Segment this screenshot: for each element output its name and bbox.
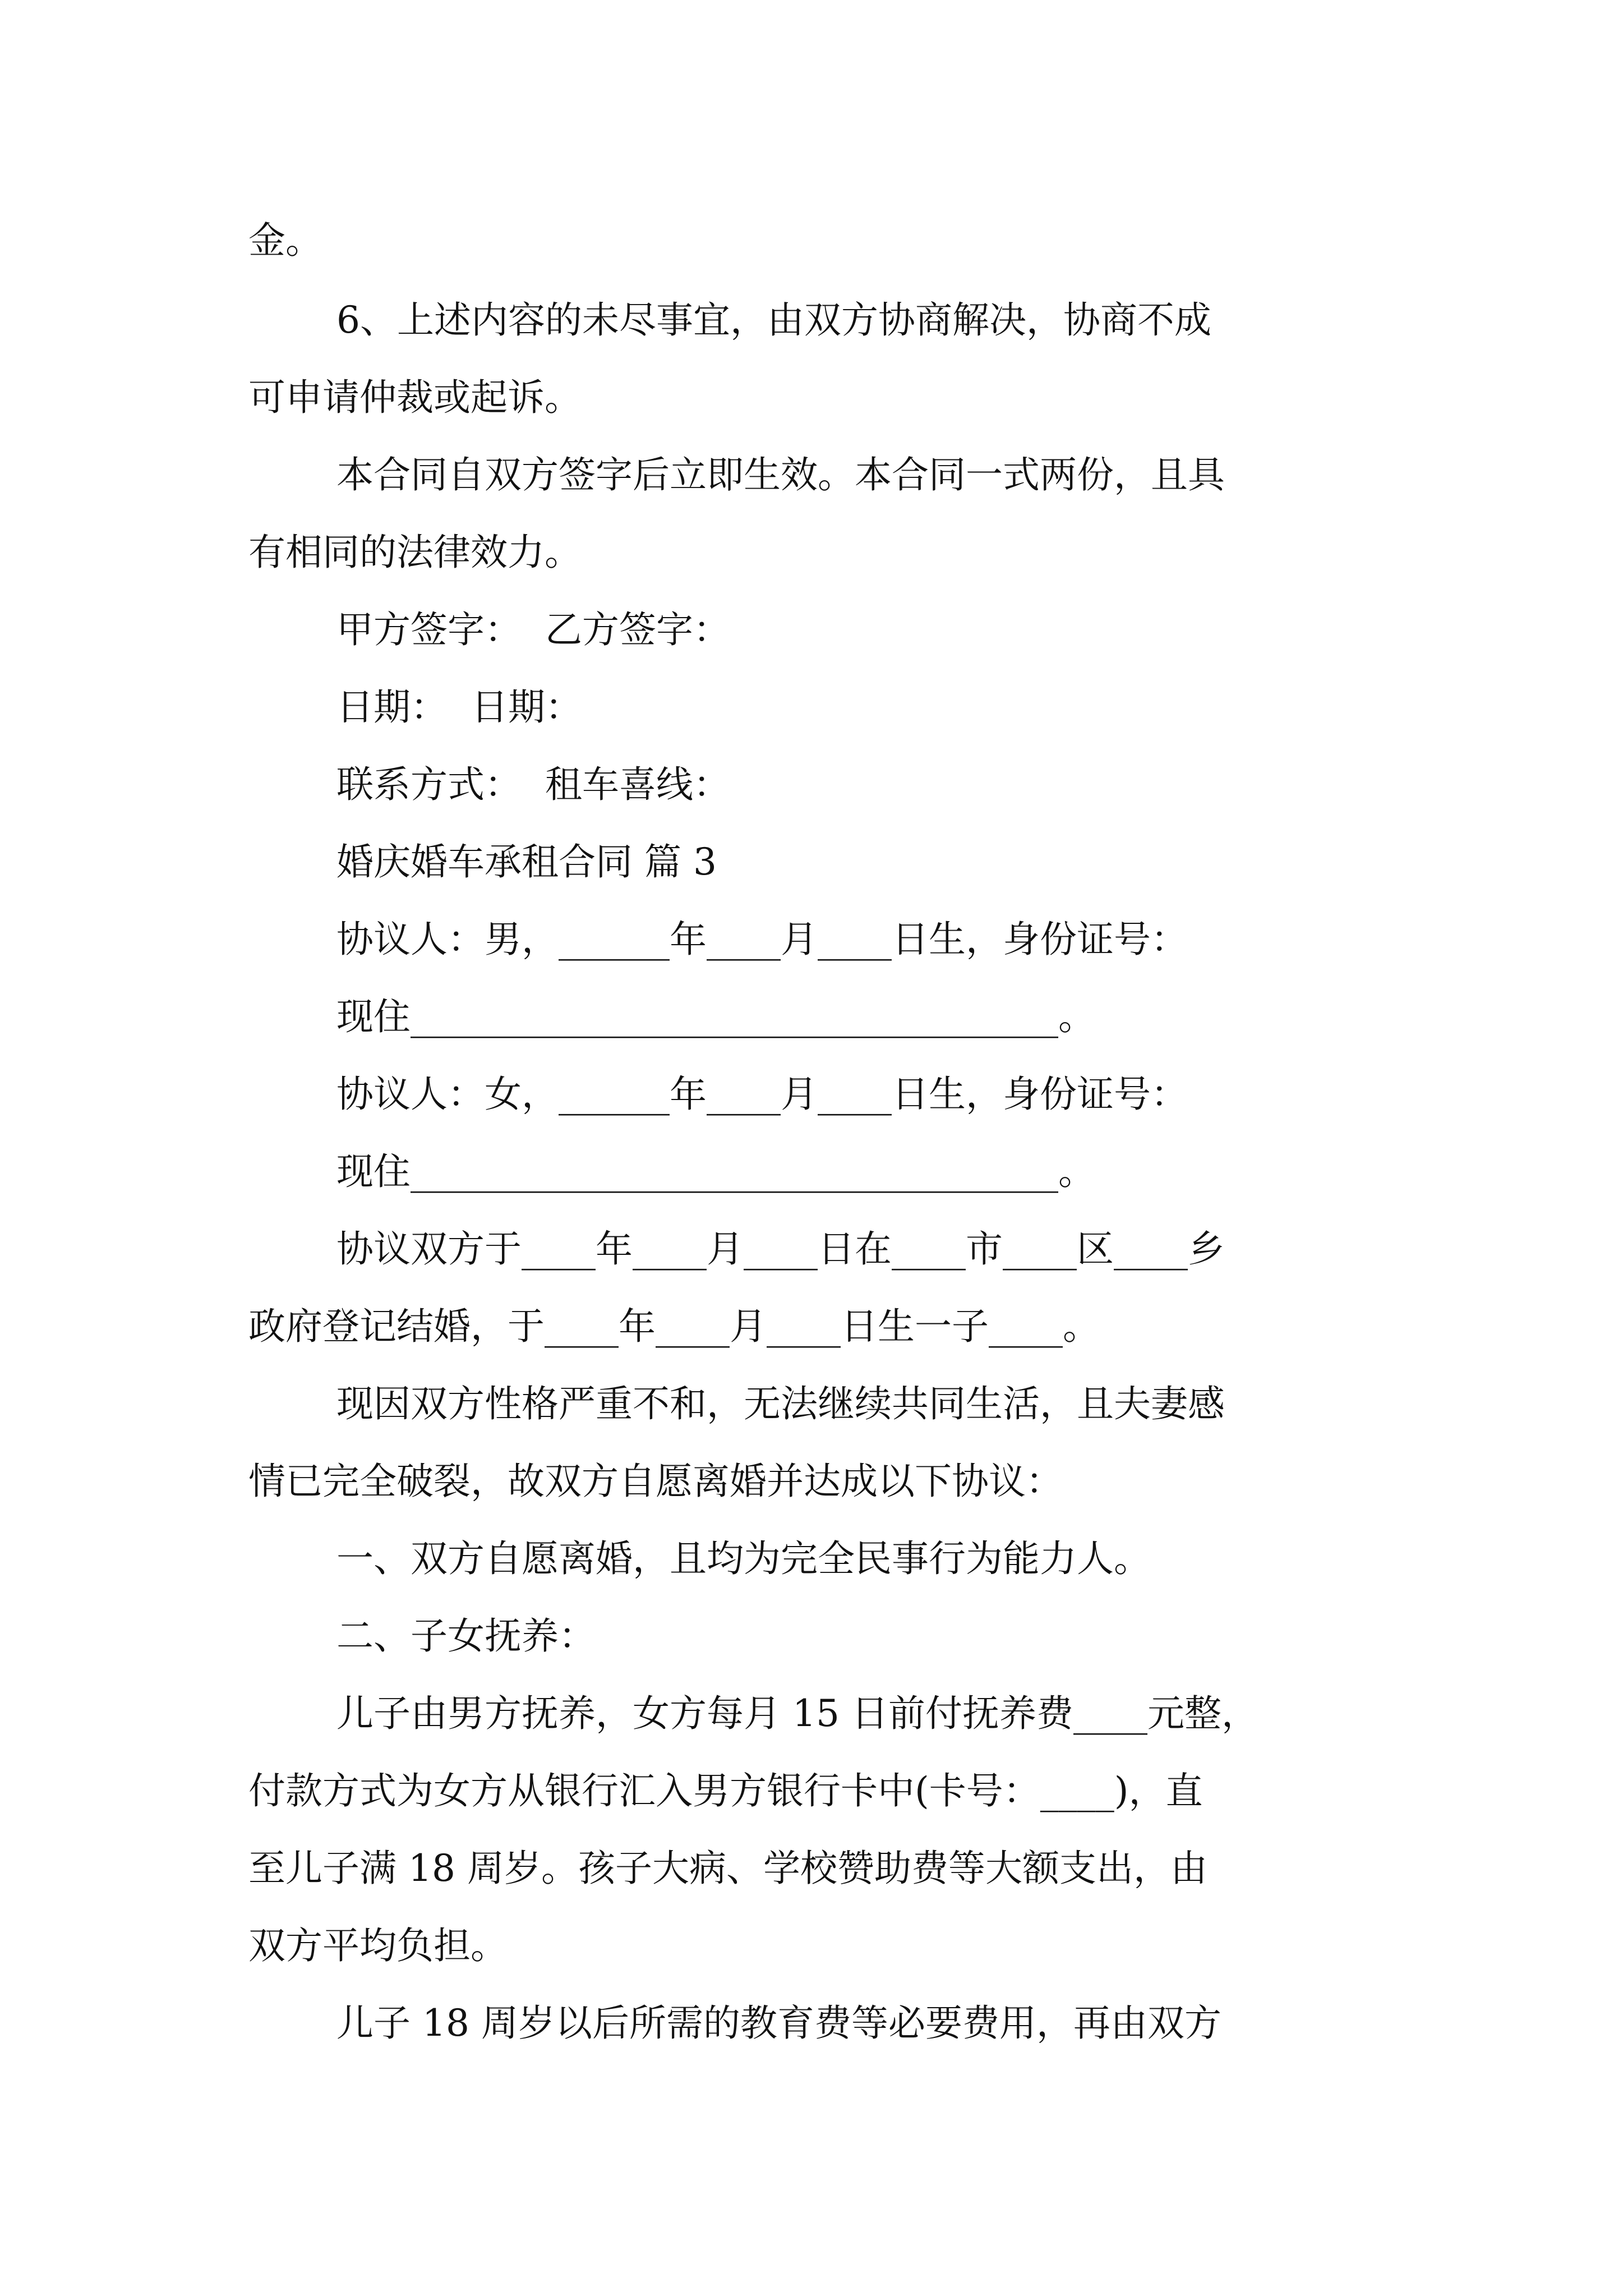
- party-male-address: 现住___________________________________。: [336, 995, 1095, 1038]
- contact-line: 联系方式： 租车喜线：: [336, 763, 730, 806]
- child-support-continuation-3: 双方平均负担。: [248, 1924, 508, 1967]
- article-1: 一、双方自愿离婚，且均为完全民事行为能力人。: [336, 1537, 1151, 1580]
- date-line: 日期： 日期：: [336, 685, 582, 729]
- child-support-paragraph: 儿子由男方抚养，女方每月 15 日前付抚养费____元整，: [336, 1692, 1258, 1735]
- party-male-line: 协议人：男，______年____月____日生，身份证号：: [336, 918, 1188, 961]
- effectiveness-statement: 本合同自双方签字后立即生效。本合同一式两份，且具: [336, 453, 1225, 496]
- signature-line: 甲方签字： 乙方签字：: [336, 608, 730, 651]
- clause-6-continuation: 可申请仲裁或起诉。: [248, 376, 582, 419]
- marriage-registration-line: 协议双方于____年____月____日在____市____区____乡: [336, 1227, 1225, 1271]
- child-support-continuation-1: 付款方式为女方从银行汇入男方银行卡中(卡号：____)，直: [248, 1769, 1203, 1812]
- divorce-reason-line: 现因双方性格严重不和，无法继续共同生活，且夫妻感: [336, 1382, 1225, 1425]
- divorce-reason-continuation: 情已完全破裂，故双方自愿离婚并达成以下协议：: [248, 1460, 1063, 1503]
- section-heading: 婚庆婚车承租合同 篇 3: [336, 840, 717, 884]
- paragraph-continuation: 金。: [248, 219, 322, 262]
- marriage-registration-continuation: 政府登记结婚，于____年____月____日生一子____。: [248, 1305, 1100, 1348]
- article-2-heading: 二、子女抚养：: [336, 1614, 596, 1658]
- education-expense-paragraph: 儿子 18 周岁以后所需的教育费等必要费用，再由双方: [336, 2001, 1221, 2045]
- clause-6: 6、上述内容的未尽事宜，由双方协商解决，协商不成: [336, 298, 1211, 342]
- party-female-line: 协议人：女，______年____月____日生，身份证号：: [336, 1073, 1188, 1116]
- child-support-continuation-2: 至儿子满 18 周岁。孩子大病、学校赞助费等大额支出，由: [248, 1847, 1207, 1890]
- effectiveness-statement-continuation: 有相同的法律效力。: [248, 531, 582, 574]
- party-female-address: 现住___________________________________。: [336, 1150, 1095, 1193]
